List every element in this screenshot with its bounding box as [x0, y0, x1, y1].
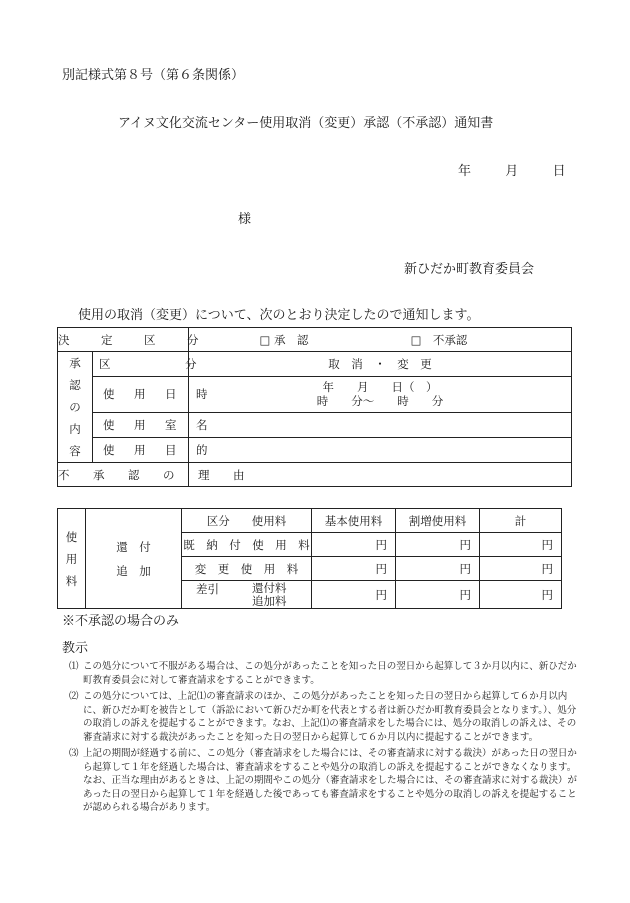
issuer-name: 新ひだか町教育委員会 — [404, 262, 535, 277]
date-line — [458, 164, 566, 180]
category-label: 区 分 — [93, 352, 189, 377]
paid-fee-label: 既 納 付 使 用 料 — [182, 533, 312, 557]
addressee-suffix: 様 — [238, 212, 252, 227]
instruction-item — [57, 690, 577, 744]
fee-header-row — [58, 509, 562, 533]
purpose-label: 使 用 目 的 — [93, 437, 189, 462]
difference-basic: 円 — [312, 581, 396, 609]
room-row — [58, 412, 572, 437]
content-label: 承認の内容 — [58, 352, 93, 463]
category-row — [58, 352, 572, 377]
room-value — [189, 412, 572, 437]
purpose-row — [58, 437, 572, 462]
header-basic-fee: 基本使用料 — [312, 509, 396, 533]
decision-table — [57, 327, 572, 487]
difference-extra: 円 — [396, 581, 480, 609]
fee-table — [57, 508, 562, 609]
header-fee: 使用料 — [251, 513, 287, 528]
purpose-value — [189, 437, 572, 462]
datetime-label: 使 用 日 時 — [93, 377, 189, 413]
instruction-text: この処分について不服がある場合は、この処分があったことを知った日の翌日から起算して３か月以内に、新ひだか町教育委員会に対して審査請求をすることができます。 — [83, 661, 577, 686]
fee-side-label: 使用料 — [58, 509, 86, 609]
decision-options — [189, 328, 572, 352]
category-value: 取 消 ・ 変 更 — [189, 352, 572, 377]
date-day: 日 — [552, 164, 566, 179]
difference-label: 差引 — [196, 582, 219, 596]
header-extra-fee: 割増使用料 — [396, 509, 480, 533]
date-year: 年 — [458, 164, 472, 179]
decision-label: 決 定 区 分 — [58, 328, 189, 352]
changed-fee-label: 変 更 使 用 料 — [182, 557, 312, 581]
approve-checkbox[interactable]: □ 承 認 — [259, 332, 309, 347]
instructions-title: 教示 — [62, 641, 89, 656]
datetime-date-line: 年 月 日（ ） — [322, 380, 438, 395]
refund-fee-label: 還付料 — [252, 581, 287, 595]
changed-basic: 円 — [312, 557, 396, 581]
refund-label: 還 付 — [116, 539, 151, 554]
header-category: 区分 — [206, 513, 230, 528]
paid-basic: 円 — [312, 533, 396, 557]
disapproval-note: ※不承認の場合のみ — [62, 614, 180, 629]
decision-row — [58, 328, 572, 352]
refund-additional-cell — [86, 509, 182, 609]
form-number: 別記様式第８号（第６条関係） — [62, 68, 245, 83]
difference-label-cell — [182, 581, 312, 609]
changed-total: 円 — [480, 557, 562, 581]
intro-text: 使用の取消（変更）について、次のとおり決定したので通知します。 — [78, 308, 480, 323]
instructions-list — [57, 660, 577, 815]
additional-label: 追 加 — [116, 563, 151, 578]
changed-extra: 円 — [396, 557, 480, 581]
instruction-text: 上記の期間が経過する前に、この処分（審査請求をした場合には、その審査請求に対する裁決）があった日の翌日から起算して１年を経過した場合は、審査請求をすることや処分の取消しの訴えを提起することができなくなります。なお、正当な理由があるときは、上記の期間やこの処分（審査請求をした場合には、その審査請求に対する裁決）があった日の翌日から起算して１年を経過した後であっても審査請求をすることや処分の取消しの訴えを提起することが認められる場合があります。 — [83, 748, 578, 813]
paid-extra: 円 — [396, 533, 480, 557]
reason-label: 不 承 認 の 理 由 — [58, 463, 189, 487]
instruction-number: ⑴ — [69, 661, 79, 672]
paid-total: 円 — [480, 533, 562, 557]
date-month: 月 — [505, 164, 519, 179]
reason-row — [58, 463, 572, 487]
header-category-fee — [182, 509, 312, 533]
datetime-row — [58, 377, 572, 413]
difference-total: 円 — [480, 581, 562, 609]
document-title: アイヌ文化交流センター使用取消（変更）承認（不承認）通知書 — [118, 116, 494, 131]
room-label: 使 用 室 名 — [93, 412, 189, 437]
datetime-time-line: 時 分～ 時 分 — [316, 394, 444, 409]
additional-fee-label: 追加料 — [252, 594, 287, 608]
instruction-number: ⑶ — [69, 748, 79, 759]
instruction-item — [57, 660, 577, 687]
instruction-text: この処分については、上記⑴の審査請求のほか、この処分があったことを知った日の翌日から起算して６か月以内に、新ひだか町を被告として（訴訟において新ひだか町を代表とする者は新ひだか町教育委員会となります。）、処分の取消しの訴えを提起することができます。なお、上記⑴の審査請求をした場合には、処分の取消しの訴えは、その審査請求に対する裁決があったことを知った日の翌日から起算して６か月以内に提起することができます。 — [83, 691, 577, 743]
header-total: 計 — [480, 509, 562, 533]
datetime-value — [189, 377, 572, 413]
instruction-item — [57, 747, 577, 815]
disapprove-checkbox[interactable]: □ 不承認 — [410, 332, 468, 347]
instruction-number: ⑵ — [69, 691, 79, 702]
